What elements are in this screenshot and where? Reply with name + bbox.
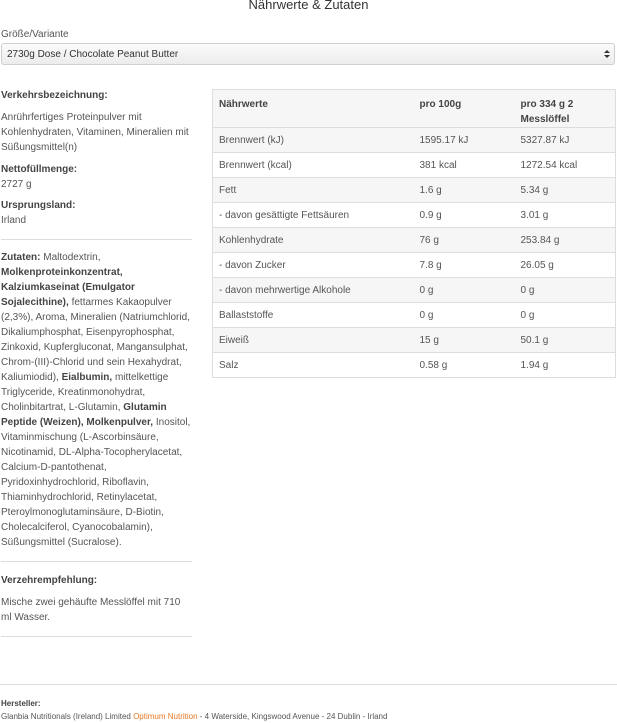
origin-label: Ursprungsland: xyxy=(1,200,76,211)
nutrient-name: Fett xyxy=(213,178,414,203)
ingredients-label: Zutaten: xyxy=(1,252,41,263)
table-row xyxy=(213,228,616,253)
footer-divider xyxy=(0,684,617,685)
nutrient-name: Eiweiß xyxy=(213,328,414,353)
value-per-serving: 26.05 g xyxy=(515,253,616,278)
manufacturer-info xyxy=(1,697,387,723)
value-per-serving: 3.01 g xyxy=(515,203,616,228)
origin-value: Irland xyxy=(1,215,27,226)
usage-text: Mische zwei gehäufte Messlöffel mit 710 ml Wasser. xyxy=(1,597,181,623)
manufacturer-company: Glanbia Nutritionals (Ireland) Limited xyxy=(1,712,131,721)
nutrient-name: - davon Zucker xyxy=(213,253,414,278)
table-row xyxy=(213,278,616,303)
value-per-serving: 5327.87 kJ xyxy=(515,128,616,153)
divider xyxy=(1,561,192,562)
net-weight-value: 2727 g xyxy=(1,179,32,190)
nutrition-table xyxy=(212,89,616,378)
value-per-serving: 1272.54 kcal xyxy=(515,153,616,178)
table-row xyxy=(213,353,616,378)
value-per-100g: 1595.17 kJ xyxy=(414,128,515,153)
value-per-serving: 0 g xyxy=(515,278,616,303)
select-arrows-icon xyxy=(604,47,610,61)
ingredients-part-3: mittelkettige Triglyceride, Kreatinmonohydrat, Cholinbitartrat, L-Glutamin, xyxy=(1,372,169,413)
value-per-100g: 381 kcal xyxy=(414,153,515,178)
table-row xyxy=(213,328,616,353)
value-per-100g: 0 g xyxy=(414,303,515,328)
nutrient-name: Salz xyxy=(213,353,414,378)
value-per-100g: 1.6 g xyxy=(414,178,515,203)
value-per-100g: 0 g xyxy=(414,278,515,303)
table-row xyxy=(213,253,616,278)
table-row xyxy=(213,128,616,153)
value-per-100g: 7.8 g xyxy=(414,253,515,278)
divider xyxy=(1,239,192,240)
nutrient-name: Brennwert (kJ) xyxy=(213,128,414,153)
ingredients xyxy=(1,250,193,550)
ingredients-part-2: fettarmes Kakaopulver (2,3%), Aroma, Mineralien (Natriumchlorid, Dikaliumphosphat, Eisenpyrophosphat, Zinkoxid, Kupfergluconat, Mangansulphat, Chrom-(III)-Chlorid und sein Hexahydrat, Kaliumiodid), xyxy=(1,297,190,383)
nutrient-name: - davon gesättigte Fettsäuren xyxy=(213,203,414,228)
table-row xyxy=(213,178,616,203)
value-per-100g: 0.9 g xyxy=(414,203,515,228)
variant-selected-value: 2730g Dose / Chocolate Peanut Butter xyxy=(7,49,179,60)
value-per-100g: 76 g xyxy=(414,228,515,253)
manufacturer-label: Hersteller: xyxy=(1,699,41,708)
value-per-100g: 0.58 g xyxy=(414,353,515,378)
header-per-serving: pro 334 g 2 Messlöffel xyxy=(515,90,616,128)
designation-value: Anrührfertiges Proteinpulver mit Kohlenhydraten, Vitaminen, Mineralien mit Süßungsmittel(n) xyxy=(1,112,189,153)
variant-label: Größe/Variante xyxy=(1,29,69,40)
value-per-serving: 1.94 g xyxy=(515,353,616,378)
ingredients-allergen-2: Eialbumin, xyxy=(61,372,113,383)
product-info xyxy=(1,88,193,637)
variant-select[interactable] xyxy=(1,43,615,65)
nutrient-name: Kohlenhydrate xyxy=(213,228,414,253)
table-header-row xyxy=(213,90,616,128)
manufacturer-brand-link[interactable]: Optimum Nutrition xyxy=(133,712,198,721)
manufacturer-address: - 4 Waterside, Kingswood Avenue - 24 Dublin - Irland xyxy=(199,712,388,721)
header-nutrient: Nährwerte xyxy=(213,90,414,128)
table-row xyxy=(213,153,616,178)
nutrient-name: Brennwert (kcal) xyxy=(213,153,414,178)
value-per-serving: 5.34 g xyxy=(515,178,616,203)
ingredients-allergen-3: Glutamin Peptide (Weizen), Molkenpulver, xyxy=(1,402,167,428)
divider xyxy=(1,636,192,637)
value-per-serving: 50.1 g xyxy=(515,328,616,353)
net-weight-label: Nettofüllmenge: xyxy=(1,164,78,175)
ingredients-allergen-1: Molkenproteinkonzentrat, Kalziumkaseinat (Emulgator Sojalecithine), xyxy=(1,267,135,308)
designation-label: Verkehrsbezeichnung: xyxy=(1,90,108,101)
table-row xyxy=(213,303,616,328)
value-per-serving: 0 g xyxy=(515,303,616,328)
table-row xyxy=(213,203,616,228)
nutrient-name: - davon mehrwertige Alkohole xyxy=(213,278,414,303)
ingredients-part-4: Inositol, Vitaminmischung (L-Ascorbinsäure, Nicotinamid, DL-Alpha-Tocopherylacetat, Calcium-D-pantothenat, Pyridoxinhydrochlorid, Riboflavin, Thiaminhydrochlorid, Retinylacetat, Pteroylmonoglutaminsäure, D-Biotin, Cholecalciferol, Cyanocobalamin), Süßungsmittel (Sucralose). xyxy=(1,417,191,548)
nutrient-name: Ballaststoffe xyxy=(213,303,414,328)
usage-label: Verzehrempfehlung: xyxy=(1,575,98,586)
ingredients-part-1: Maltodextrin, xyxy=(43,252,101,263)
value-per-100g: 15 g xyxy=(414,328,515,353)
header-per-100g: pro 100g xyxy=(414,90,515,128)
value-per-serving: 253.84 g xyxy=(515,228,616,253)
page-title: Nährwerte & Zutaten xyxy=(248,0,369,12)
